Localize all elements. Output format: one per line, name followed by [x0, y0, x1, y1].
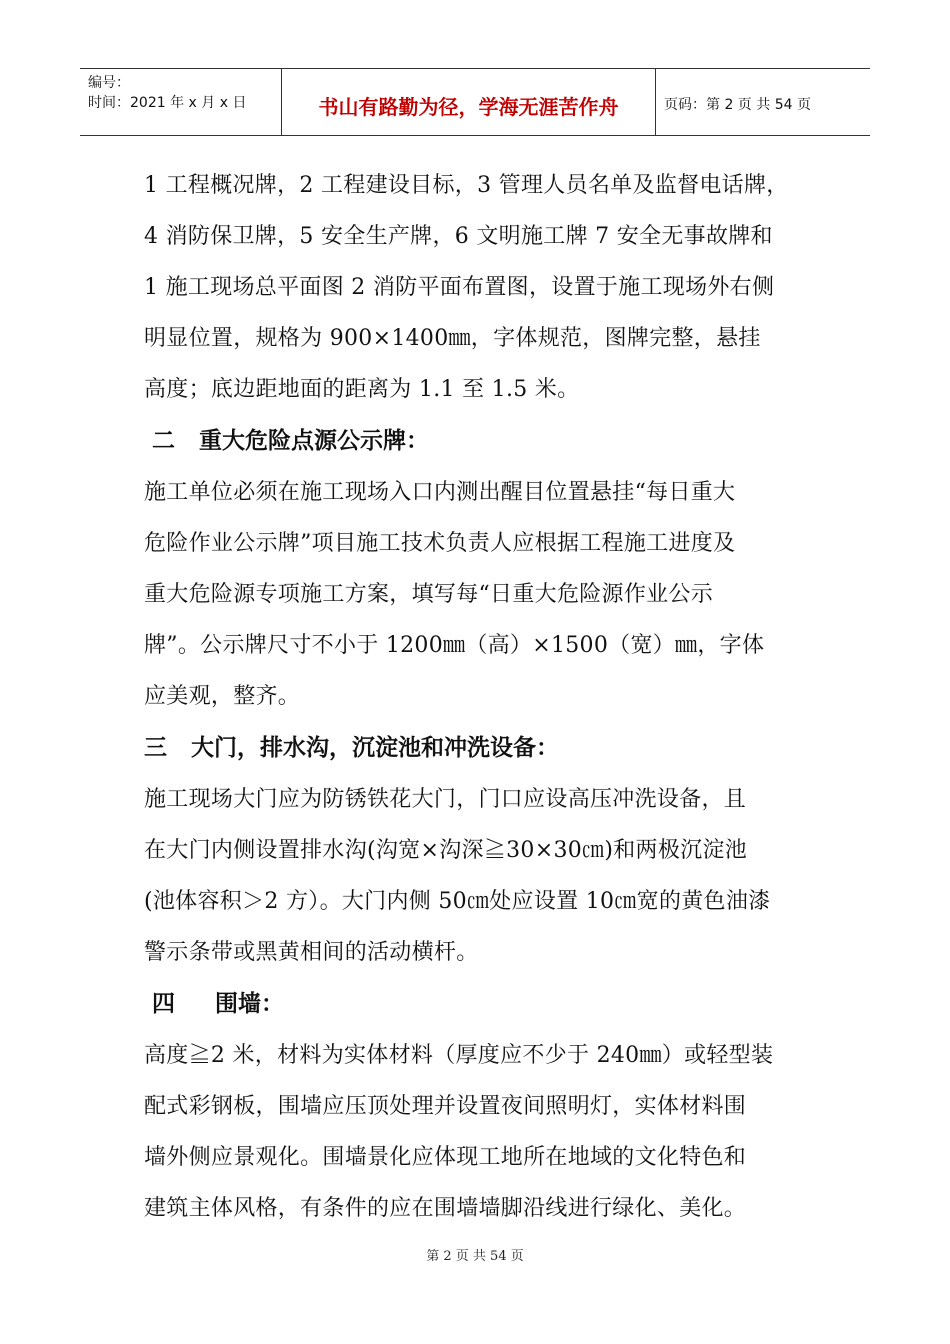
body-line: 警示条带或黑黄相间的活动横杆。	[144, 940, 479, 965]
header-motto: 书山有路勤为径，学海无涯苦作舟	[282, 69, 656, 135]
body-line: 4 消防保卫牌，5 安全生产牌，6 文明施工牌 7 安全无事故牌和	[144, 224, 773, 249]
page-header	[80, 68, 870, 136]
body-line: 重大危险源专项施工方案，填写每“日重大危险源作业公示	[144, 582, 714, 607]
body-line: 高度≧2 米，材料为实体材料（厚度应不少于 240㎜）或轻型装	[144, 1043, 774, 1068]
section-heading: 二 重大危险点源公示牌：	[144, 428, 430, 454]
document-time-label: 时间：2021 年 x 月 x 日	[88, 95, 247, 111]
header-page-info: 页码：第 2 页 共 54 页	[664, 97, 811, 113]
section-gate-drainage	[144, 722, 814, 978]
body-line: 1 施工现场总平面图 2 消防平面布置图，设置于施工现场外右侧	[144, 275, 775, 300]
section-enclosure-wall	[144, 978, 814, 1234]
body-line: 应美观，整齐。	[144, 684, 301, 709]
body-line: 建筑主体风格，有条件的应在围墙墙脚沿线进行绿化、美化。	[144, 1196, 747, 1221]
body-line: 1 工程概况牌，2 工程建设目标，3 管理人员名单及监督电话牌，	[144, 173, 789, 198]
document-body	[144, 160, 814, 1234]
body-line: (池体容积＞2 方）。大门内侧 50㎝处应设置 10㎝宽的黄色油漆	[144, 889, 771, 914]
body-line: 施工单位必须在施工现场入口内测出醒目位置悬挂“每日重大	[144, 480, 736, 505]
document-number-label: 编号：	[88, 75, 130, 91]
section-heading: 四 围墙：	[144, 991, 285, 1017]
page-footer: 第 2 页 共 54 页	[426, 1249, 524, 1264]
body-line: 明显位置，规格为 900×1400㎜，字体规范，图牌完整，悬挂	[144, 326, 761, 351]
section-hazard-board	[144, 415, 814, 722]
body-line: 配式彩钢板，围墙应压顶处理并设置夜间照明灯，实体材料围	[144, 1094, 747, 1119]
body-line: 高度；底边距地面的距离为 1.1 至 1.5 米。	[144, 377, 580, 402]
section-heading: 三 大门，排水沟，沉淀池和冲洗设备：	[144, 735, 560, 761]
body-line: 施工现场大门应为防锈铁花大门，门口应设高压冲洗设备，且	[144, 787, 747, 812]
body-line: 牌”。公示牌尺寸不小于 1200㎜（高）×1500（宽）㎜，字体	[144, 633, 765, 658]
body-line: 墙外侧应景观化。围墙景化应体现工地所在地域的文化特色和	[144, 1145, 747, 1170]
section-signboards	[144, 160, 814, 415]
header-meta	[80, 69, 282, 135]
body-line: 危险作业公示牌”项目施工技术负责人应根据工程施工进度及	[144, 531, 736, 556]
body-line: 在大门内侧设置排水沟(沟宽×沟深≧30×30㎝)和两极沉淀池	[144, 838, 748, 863]
